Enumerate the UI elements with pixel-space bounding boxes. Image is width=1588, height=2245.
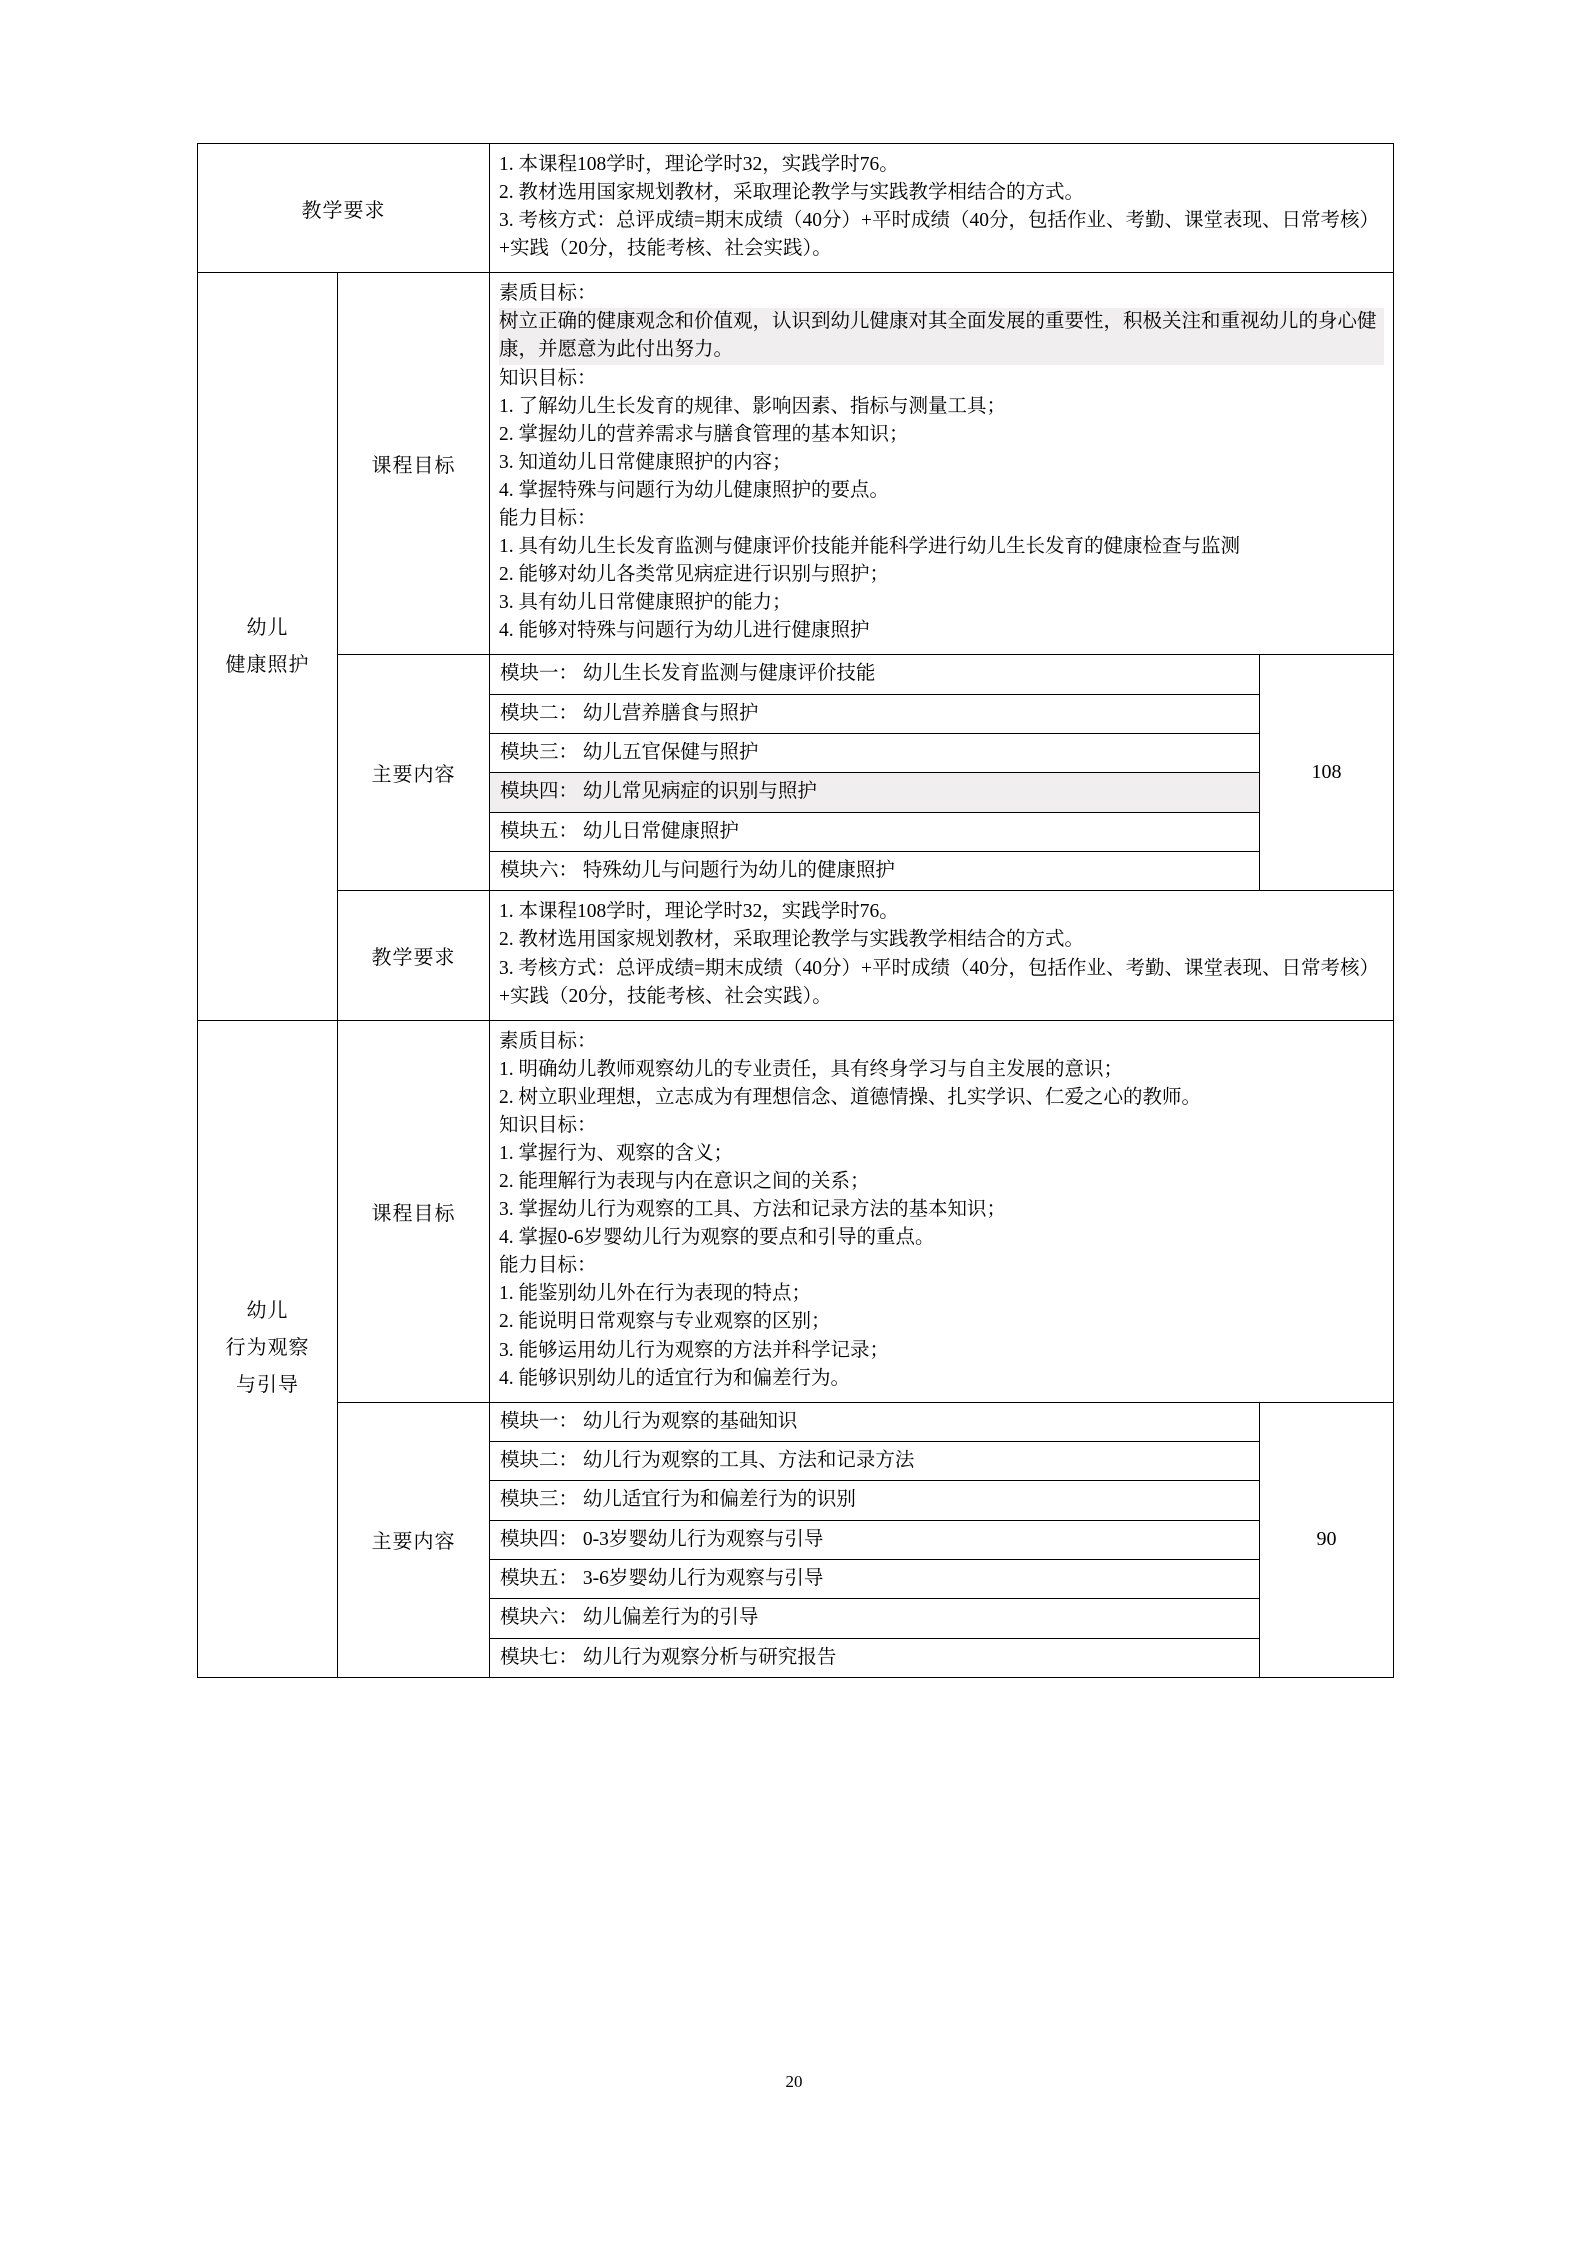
text-line: 能力目标： — [499, 507, 597, 529]
list-item: 模块四： 0-3岁婴幼儿行为观察与引导 — [490, 1520, 1259, 1559]
list-item: 模块三： 幼儿适宜行为和偏差行为的识别 — [490, 1481, 1259, 1520]
text-line: 1. 了解幼儿生长发育的规律、影响因素、指标与测量工具； — [499, 395, 1007, 417]
table-row — [198, 1402, 1394, 1677]
list-item: 模块二： 幼儿行为观察的工具、方法和记录方法 — [490, 1442, 1259, 1481]
course-name-line: 幼儿 — [246, 616, 289, 639]
text-line: 3. 掌握幼儿行为观察的工具、方法和记录方法的基本知识； — [499, 1199, 1007, 1221]
cell-teaching-requirements-top — [490, 144, 1394, 273]
text-line: 2. 掌握幼儿的营养需求与膳食管理的基本知识； — [499, 423, 909, 445]
list-item: 模块七： 幼儿行为观察分析与研究报告 — [500, 1646, 837, 1668]
list-item: 模块一： 幼儿生长发育监测与健康评价技能 — [490, 655, 1259, 694]
module-list-1 — [490, 655, 1259, 890]
page-number: 20 — [785, 2072, 803, 2091]
text-line: 素质目标： — [499, 283, 597, 305]
text-line: 4. 能够对特殊与问题行为幼儿进行健康照护 — [499, 620, 870, 642]
table-row — [198, 655, 1394, 891]
cell-course-objectives-1 — [490, 273, 1394, 655]
text-line: 1. 掌握行为、观察的含义； — [499, 1143, 734, 1165]
text-line: 素质目标： — [499, 1030, 597, 1052]
course-name-line: 健康照护 — [225, 653, 310, 676]
text-line: 3. 考核方式：总评成绩=期末成绩（40分）+平时成绩（40分，包括作业、考勤、课堂表现、日常考核）+实践（20分，技能考核、社会实践）。 — [499, 210, 1379, 260]
text-line: 2. 教材选用国家规划教材，采取理论教学与实践教学相结合的方式。 — [499, 182, 1085, 204]
text-line: 2. 教材选用国家规划教材，采取理论教学与实践教学相结合的方式。 — [499, 929, 1085, 951]
cell-course-objectives-2 — [490, 1020, 1394, 1402]
text-line: 2. 树立职业理想，立志成为有理想信念、道德情操、扎实学识、仁爱之心的教师。 — [499, 1086, 1202, 1108]
list-item: 模块三： 幼儿五官保健与照护 — [490, 734, 1259, 773]
course-name-line: 幼儿 — [246, 1300, 289, 1323]
table-row — [198, 891, 1394, 1020]
list-item: 模块四： 幼儿常见病症的识别与照护 — [490, 773, 1259, 812]
text-line: 能力目标： — [499, 1255, 597, 1277]
table-row — [198, 1020, 1394, 1402]
cell-hours-2: 90 — [1260, 1402, 1394, 1677]
list-item: 模块六： 幼儿偏差行为的引导 — [490, 1599, 1259, 1638]
course-name-line: 与引导 — [236, 1374, 299, 1397]
row-label-main-content-1: 主要内容 — [338, 655, 490, 891]
text-line: 知识目标： — [499, 1114, 597, 1136]
text-line: 知识目标： — [499, 367, 597, 389]
cell-teaching-requirements-1 — [490, 891, 1394, 1020]
list-item: 模块五： 幼儿日常健康照护 — [490, 812, 1259, 851]
course-name-line: 行为观察 — [225, 1337, 310, 1360]
text-line: 1. 明确幼儿教师观察幼儿的专业责任，具有终身学习与自主发展的意识； — [499, 1058, 1124, 1080]
text-line: 4. 掌握0-6岁婴幼儿行为观察的要点和引导的重点。 — [499, 1227, 935, 1249]
text-line: 1. 本课程108学时，理论学时32，实践学时76。 — [499, 154, 899, 175]
list-item: 模块二： 幼儿营养膳食与照护 — [490, 694, 1259, 733]
text-line: 3. 考核方式：总评成绩=期末成绩（40分）+平时成绩（40分，包括作业、考勤、课堂表现、日常考核）+实践（20分，技能考核、社会实践）。 — [499, 957, 1379, 1007]
row-label-teaching-requirements-1: 教学要求 — [338, 891, 490, 1020]
cell-hours-1: 108 — [1260, 655, 1394, 891]
text-line: 4. 掌握特殊与问题行为幼儿健康照护的要点。 — [499, 479, 890, 501]
course-name-2 — [198, 1020, 338, 1677]
cell-main-content-1 — [490, 655, 1260, 891]
table-row — [198, 144, 1394, 273]
text-line: 3. 能够运用幼儿行为观察的方法并科学记录； — [499, 1339, 890, 1361]
text-line: 1. 具有幼儿生长发育监测与健康评价技能并能科学进行幼儿生长发育的健康检查与监测 — [499, 536, 1241, 558]
text-line: 2. 能够对幼儿各类常见病症进行识别与照护； — [499, 564, 890, 586]
course-name-1 — [198, 273, 338, 1020]
text-line: 4. 能够识别幼儿的适宜行为和偏差行为。 — [499, 1367, 851, 1389]
text-line: 2. 能说明日常观察与专业观察的区别； — [499, 1311, 831, 1333]
text-line: 3. 具有幼儿日常健康照护的能力； — [499, 592, 792, 614]
curriculum-table — [197, 143, 1394, 1678]
row-label-course-objectives-2: 课程目标 — [338, 1020, 490, 1402]
text-line: 1. 本课程108学时，理论学时32，实践学时76。 — [499, 901, 899, 923]
text-line: 2. 能理解行为表现与内在意识之间的关系； — [499, 1171, 870, 1193]
module-list-2 — [490, 1403, 1259, 1677]
list-item: 模块五： 3-6岁婴幼儿行为观察与引导 — [490, 1560, 1259, 1599]
row-label-teaching-requirements-top: 教学要求 — [198, 144, 490, 273]
row-label-main-content-2: 主要内容 — [338, 1402, 490, 1677]
text-line: 1. 能鉴别幼儿外在行为表现的特点； — [499, 1283, 812, 1305]
text-line: 树立正确的健康观念和价值观，认识到幼儿健康对其全面发展的重要性，积极关注和重视幼儿的身心健康，并愿意为此付出努力。 — [499, 308, 1384, 364]
list-item: 模块一： 幼儿行为观察的基础知识 — [490, 1403, 1259, 1442]
row-label-course-objectives-1: 课程目标 — [338, 273, 490, 655]
cell-main-content-2 — [490, 1402, 1260, 1677]
text-line: 3. 知道幼儿日常健康照护的内容； — [499, 451, 792, 473]
table-row — [198, 273, 1394, 655]
list-item: 模块六： 特殊幼儿与问题行为幼儿的健康照护 — [500, 860, 895, 882]
